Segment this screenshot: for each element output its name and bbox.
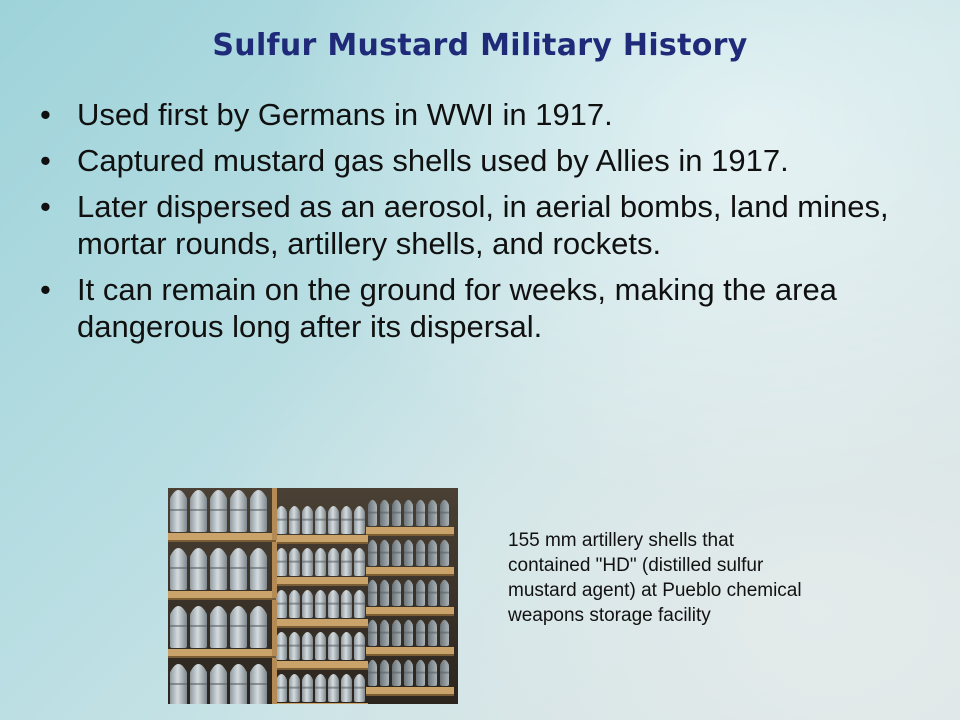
shell-band [289,687,300,689]
shell-body [404,584,413,606]
shell-band [416,632,425,634]
shell-body [170,671,187,704]
shell-body [416,624,425,646]
shell-body [302,679,313,702]
shell-body [276,679,287,702]
shell-band [289,603,300,605]
shell-band [302,603,313,605]
shell-band [328,603,339,605]
shell-body [289,679,300,702]
bullet-text: Captured mustard gas shells used by Allies in 1917. [77,143,789,178]
shell-body [315,595,326,618]
shell-band [354,645,365,647]
artillery-shells-photo [168,488,458,704]
shell-body [170,613,187,648]
shell-body [250,613,267,648]
shell-band [276,603,287,605]
shell-body [328,553,339,576]
shell-band [190,509,207,511]
bullet-marker: • [40,272,51,307]
shell-band [404,592,413,594]
pallet-board [272,577,368,584]
bullet-item [40,96,920,133]
shell-band [404,512,413,514]
shell-body [250,497,267,532]
pallet-shadow [168,656,276,658]
shell-body [230,671,247,704]
pallet-board [168,649,276,656]
shell-body [368,544,377,566]
pallet-board [272,661,368,668]
shell-body [416,584,425,606]
bullet-marker: • [40,143,51,178]
shell-body [354,637,365,660]
pallet-shadow [366,614,454,616]
pallet-shadow [272,626,368,628]
shell-band [315,519,326,521]
pallet-board [366,567,454,574]
shell-body [404,664,413,686]
shell-band [230,683,247,685]
shell-body [328,511,339,534]
shell-band [368,512,377,514]
shell-band [328,561,339,563]
shell-band [250,567,267,569]
bullet-list [40,96,920,354]
slide-title: Sulfur Mustard Military History [212,28,748,63]
shell-band [341,603,352,605]
pallet-post [272,658,277,704]
shell-body [315,511,326,534]
shell-body [276,595,287,618]
bullet-marker: • [40,189,51,224]
shell-band [428,632,437,634]
shell-band [440,552,449,554]
shell-body [302,511,313,534]
shell-band [230,625,247,627]
shell-body [170,555,187,590]
shell-band [380,592,389,594]
shell-body [341,679,352,702]
pallet-shadow [366,654,454,656]
pallet-board [272,619,368,626]
bullet-marker: • [40,97,51,132]
shell-band [276,561,287,563]
shell-band [404,552,413,554]
shell-body [392,544,401,566]
shell-band [190,683,207,685]
shell-body [210,497,227,532]
shell-body [368,584,377,606]
pallet-shadow [272,584,368,586]
shell-body [190,555,207,590]
shell-body [404,624,413,646]
shell-body [190,671,207,704]
shell-band [302,687,313,689]
shell-body [210,671,227,704]
photo-caption: 155 mm artillery shells that contained "HD" (distilled sulfur mustard agent) at Pueblo chemical weapons storage facility [508,530,802,626]
shell-band [315,561,326,563]
shell-band [315,645,326,647]
shell-body [190,613,207,648]
shell-band [354,519,365,521]
bullet-text: Used first by Germans in WWI in 1917. [77,97,613,132]
shell-band [440,672,449,674]
shell-band [380,552,389,554]
shell-body [428,504,437,526]
shell-body [276,553,287,576]
shell-body [380,504,389,526]
pallet-board [366,687,454,694]
shell-band [230,567,247,569]
shell-band [341,645,352,647]
shell-body [230,555,247,590]
shell-band [315,687,326,689]
shell-body [440,544,449,566]
shell-body [341,637,352,660]
bullet-text: It can remain on the ground for weeks, making the area dangerous long after its dispersal. [77,272,837,344]
shell-band [368,592,377,594]
pallet-shadow [366,694,454,696]
shell-body [354,595,365,618]
shell-band [428,592,437,594]
pallet-board [168,533,276,540]
shell-body [341,595,352,618]
shell-body [328,679,339,702]
shell-body [341,553,352,576]
shell-body [289,511,300,534]
shell-body [392,664,401,686]
shell-band [440,632,449,634]
shell-band [392,632,401,634]
shell-band [210,683,227,685]
shell-band [230,509,247,511]
shell-body [440,504,449,526]
shell-band [380,512,389,514]
shell-band [354,561,365,563]
shell-band [368,552,377,554]
shell-band [289,645,300,647]
pallet-board [366,647,454,654]
shell-body [302,637,313,660]
shell-body [341,511,352,534]
shell-body [276,511,287,534]
shell-body [440,584,449,606]
shell-body [416,504,425,526]
shell-band [368,672,377,674]
shell-body [380,544,389,566]
shell-body [250,555,267,590]
pallet-board [366,607,454,614]
shell-band [416,512,425,514]
shell-band [289,561,300,563]
shell-band [328,687,339,689]
shell-body [392,584,401,606]
shell-band [250,625,267,627]
shell-body [416,664,425,686]
shell-band [170,567,187,569]
shell-body [380,624,389,646]
shell-band [392,512,401,514]
shell-band [210,625,227,627]
pallet-shadow [272,668,368,670]
shell-band [416,672,425,674]
shell-band [190,567,207,569]
shell-band [392,552,401,554]
shell-band [190,625,207,627]
shell-band [404,632,413,634]
shell-band [210,567,227,569]
pallet-board [272,535,368,542]
shell-body [440,664,449,686]
shell-body [354,679,365,702]
shell-band [328,645,339,647]
pallet-shadow [168,598,276,600]
shell-band [440,592,449,594]
shell-body [315,553,326,576]
bullet-item [40,188,920,262]
pallet-post [272,600,277,656]
shell-body [428,584,437,606]
shell-band [440,512,449,514]
shell-band [368,632,377,634]
shell-band [380,672,389,674]
shell-body [289,637,300,660]
shell-band [341,519,352,521]
shell-body [380,584,389,606]
shell-body [250,671,267,704]
shell-band [392,672,401,674]
shell-band [328,519,339,521]
shell-band [392,592,401,594]
shell-body [315,637,326,660]
shell-band [354,687,365,689]
pallet-post [272,542,277,598]
pallet-shadow [366,534,454,536]
shell-band [170,509,187,511]
shell-body [404,504,413,526]
pallet-board [272,703,368,704]
shell-band [315,603,326,605]
pallet-board [168,591,276,598]
shell-body [380,664,389,686]
shell-band [250,509,267,511]
shell-body [392,504,401,526]
shell-band [276,687,287,689]
shell-body [190,497,207,532]
shell-body [328,637,339,660]
pallet-shadow [168,540,276,542]
shell-band [250,683,267,685]
bullet-text: Later dispersed as an aerosol, in aerial bombs, land mines, mortar rounds, artillery shells, and rockets. [77,189,889,261]
shell-band [404,672,413,674]
shell-body [230,613,247,648]
shell-body [440,624,449,646]
pallet-post [272,488,277,540]
shell-band [428,672,437,674]
bullet-item [40,271,920,345]
shell-band [354,603,365,605]
shell-band [302,561,313,563]
shell-body [392,624,401,646]
shell-body [289,553,300,576]
bullet-item [40,142,920,179]
shell-band [428,552,437,554]
shell-body [404,544,413,566]
shell-body [416,544,425,566]
shell-body [428,624,437,646]
shell-body [210,555,227,590]
shell-body [289,595,300,618]
shell-band [276,519,287,521]
shell-body [302,595,313,618]
shell-body [328,595,339,618]
shell-band [416,592,425,594]
pallet-shadow [272,542,368,544]
shell-body [276,637,287,660]
shell-body [170,497,187,532]
pallet-board [366,527,454,534]
shell-band [428,512,437,514]
shell-body [315,679,326,702]
shells-illustration [168,488,458,704]
shell-band [302,645,313,647]
shell-body [354,511,365,534]
shell-body [210,613,227,648]
shell-body [368,504,377,526]
shell-band [210,509,227,511]
shell-band [170,625,187,627]
shell-body [302,553,313,576]
shell-body [230,497,247,532]
shell-band [416,552,425,554]
shell-band [170,683,187,685]
shell-band [341,561,352,563]
shell-band [302,519,313,521]
shell-body [368,624,377,646]
pallet-shadow [366,574,454,576]
shell-body [354,553,365,576]
shell-body [428,544,437,566]
shell-band [289,519,300,521]
shell-body [368,664,377,686]
shell-band [380,632,389,634]
shell-band [276,645,287,647]
shell-body [428,664,437,686]
shell-band [341,687,352,689]
